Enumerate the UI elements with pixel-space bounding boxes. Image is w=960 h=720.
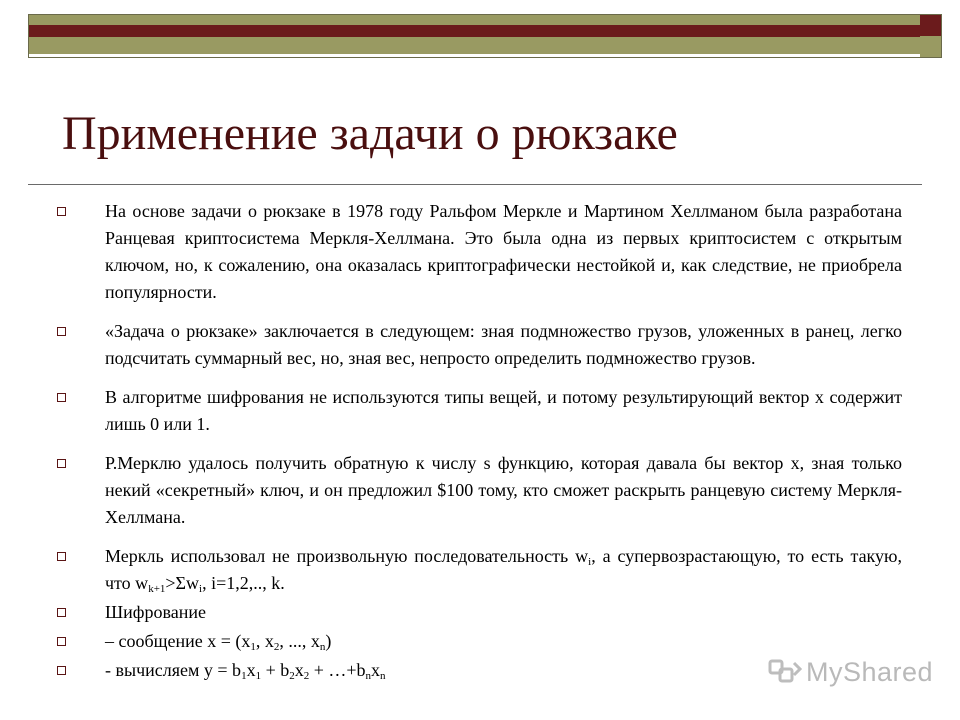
- title-divider: [28, 184, 922, 185]
- bullet-text: Меркль использовал не произвольную последовательность $w_i$, а супервозрастающую, то есть такую, что $w_{k+1}>\Sigma w_i$, i=1,2,.., k.: [105, 546, 902, 595]
- bullet-square-icon: [57, 393, 66, 402]
- myshared-logo-icon: [768, 657, 802, 687]
- bullet-item: [52, 450, 902, 531]
- bullet-text: Р.Мерклю удалось получить обратную к числу s функцию, которая давала бы вектор x, зная только некий «секретный» ключ, и он предложил $100 тому, кто сможет раскрыть ранцевую систему Меркля-Хеллмана.: [105, 453, 902, 527]
- bullet-text: - вычисляем $y = b_1x_1 + b_2x_2$ + $\dots+b_nx_n$: [105, 660, 386, 682]
- bullet-item: [52, 198, 902, 306]
- bullet-text: Шифрование: [105, 602, 206, 622]
- top-corner-square-olive: [920, 36, 942, 58]
- bullet-item: [52, 318, 902, 372]
- bullet-list: [52, 198, 902, 684]
- bullet-text: – сообщение $x = (x_1$, $x_2$, ..., $x_n$): [105, 631, 332, 653]
- bullet-text: На основе задачи о рюкзаке в 1978 году Ральфом Меркле и Мартином Хеллманом была разработана Ранцевая криптосистема Меркля-Хеллмана. Это была одна из первых криптосистем с открытым ключом, но, к сожалению, она оказалась криптографически нестойкой и, как следствие, не приобрела популярности.: [105, 201, 902, 302]
- bullet-item: [52, 384, 902, 438]
- bullet-square-icon: [57, 552, 66, 561]
- slide-title: Применение задачи о рюкзаке: [62, 107, 678, 160]
- bullet-item: [52, 599, 902, 626]
- watermark-text: MyShared: [806, 657, 934, 687]
- bullet-square-icon: [57, 666, 66, 675]
- bullet-square-icon: [57, 327, 66, 336]
- bullet-square-icon: [57, 608, 66, 617]
- top-accent-stripe: [28, 25, 920, 37]
- bullet-square-icon: [57, 637, 66, 646]
- watermark: [768, 655, 934, 691]
- bullet-square-icon: [57, 207, 66, 216]
- top-corner-square-dark: [920, 14, 942, 36]
- bullet-text: В алгоритме шифрования не используются типы вещей, и потому результирующий вектор x содержит лишь 0 или 1.: [105, 387, 902, 434]
- bullet-square-icon: [57, 459, 66, 468]
- bullet-text: «Задача о рюкзаке» заключается в следующем: зная подмножество грузов, уложенных в ранец, легко подсчитать суммарный вес, но, зная вес, непросто определить подмножество грузов.: [105, 321, 902, 368]
- bullet-item: [52, 628, 902, 655]
- bullet-item: [52, 543, 902, 597]
